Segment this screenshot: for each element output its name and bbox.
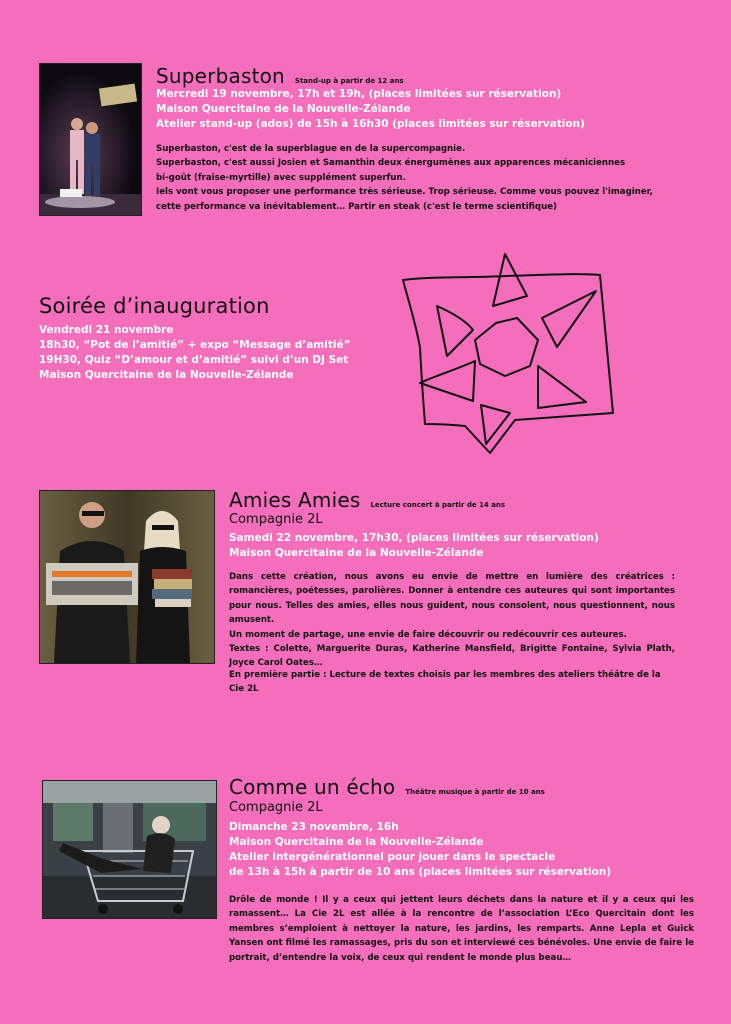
event-info-line: Vendredi 21 novembre (39, 324, 174, 336)
event-desc-paragraph: Textes : Colette, Marguerite Duras, Katherine Mansfield, Brigitte Fontaine, Sylvia Plath, Joyce Carol Oates… (229, 644, 675, 669)
superbaston-info (156, 87, 585, 132)
event-info-line: Mercredi 19 novembre, 17h et 19h, (places limitées sur réservation) (156, 88, 562, 100)
event-tag: Lecture concert à partir de 14 ans (370, 501, 506, 509)
event-desc-paragraph: Dans cette création, nous avons eu envie de mettre en lumière des créatrices : romancières, poétesses, parolières. Donner à entendre ces auteures qui sont importantes pour nous. Telles des amies, elles nous guident, nous consolent, nous questionnent, nous amusent. (229, 572, 675, 626)
event-info-line: Maison Quercitaine de la Nouvelle-Zélande (229, 836, 484, 848)
superbaston-photo (39, 63, 142, 216)
event-title: Superbaston (156, 64, 285, 88)
event-info-line: Maison Quercitaine de la Nouvelle-Zélande (39, 369, 294, 381)
event-desc-line: Superbaston, c'est aussi Josien et Samanthin deux énergumènes aux apparences mécaniciennes (156, 158, 626, 169)
superbaston-description (156, 142, 711, 214)
event-info-line: de 13h à 15h à partir de 10 ans (places limitées sur réservation) (229, 866, 612, 878)
event-info-line: Maison Quercitaine de la Nouvelle-Zélande (156, 103, 411, 115)
inauguration-info (39, 323, 350, 383)
event-info-line: Dimanche 23 novembre, 16h (229, 821, 399, 833)
comme-un-echo-company: Compagnie 2L (229, 800, 323, 815)
event-info-line: Samedi 22 novembre, 17h30, (places limitées sur réservation) (229, 532, 599, 544)
comme-un-echo-heading (229, 775, 545, 799)
amies-amies-description (229, 570, 675, 671)
event-desc-line: Superbaston, c'est de la superblague en de la supercompagnie. (156, 144, 466, 154)
amies-amies-info (229, 531, 599, 561)
comme-un-echo-description: Drôle de monde ! Il y a ceux qui jettent leurs déchets dans la nature et il y a ceux qui les ramassent… La Cie 2L est allée à la rencontre de l’association L’Eco Quercitain dont les membres s’emploient à nettoyer la nature, les jardins, les remparts. Anne Lepla et Guick Yansen ont filmé les ramassages, pris du son et interviewé ces bénévoles. Une envie de faire le portrait, d’entendre la voix, de ceux qui rendent le monde plus beau… (229, 895, 694, 963)
event-title: Comme un écho (229, 775, 396, 799)
event-desc-paragraph: Un moment de partage, une envie de faire découvrir ou redécouvrir ces auteures. (229, 629, 627, 640)
event-title: Amies Amies (229, 488, 361, 512)
event-info-line: Atelier intergénérationnel pour jouer dans le spectacle (229, 851, 556, 863)
event-info-line: Atelier stand-up (ados) de 15h à 16h30 (places limitées sur réservation) (156, 118, 585, 130)
amies-amies-note: En première partie : Lecture de textes choisis par les membres des ateliers théâtre de la Cie 2L (229, 670, 661, 695)
event-info-line: Maison Quercitaine de la Nouvelle-Zélande (229, 547, 484, 559)
inauguration-title: Soirée d’inauguration (39, 294, 270, 318)
event-tag: Théâtre musique à partir de 10 ans (405, 788, 545, 796)
event-tag: Stand-up à partir de 12 ans (294, 77, 404, 85)
comme-un-echo-info (229, 820, 611, 880)
superbaston-heading (156, 64, 404, 88)
amies-amies-photo (39, 490, 215, 664)
event-info-line: 19H30, Quiz “D’amour et d’amitié” suivi d’un DJ Set (39, 354, 349, 366)
amies-amies-heading (229, 488, 505, 512)
event-info-line: 18h30, “Pot de l’amitié” + expo “Message d’amitié” (39, 339, 351, 351)
event-desc-line: Iels vont vous proposer une performance très sérieuse. Trop sérieuse. Comme vous pouvez l'imaginer, (156, 187, 653, 198)
star-drawing (395, 248, 620, 458)
event-desc-line: cette performance va inévitablement… Partir en steak (c'est le terme scientifique) (156, 201, 557, 212)
comme-un-echo-photo (42, 780, 217, 919)
event-desc-line: bi-goût (fraise-myrtille) avec supplément superfun. (156, 172, 406, 183)
amies-amies-company: Compagnie 2L (229, 512, 323, 527)
